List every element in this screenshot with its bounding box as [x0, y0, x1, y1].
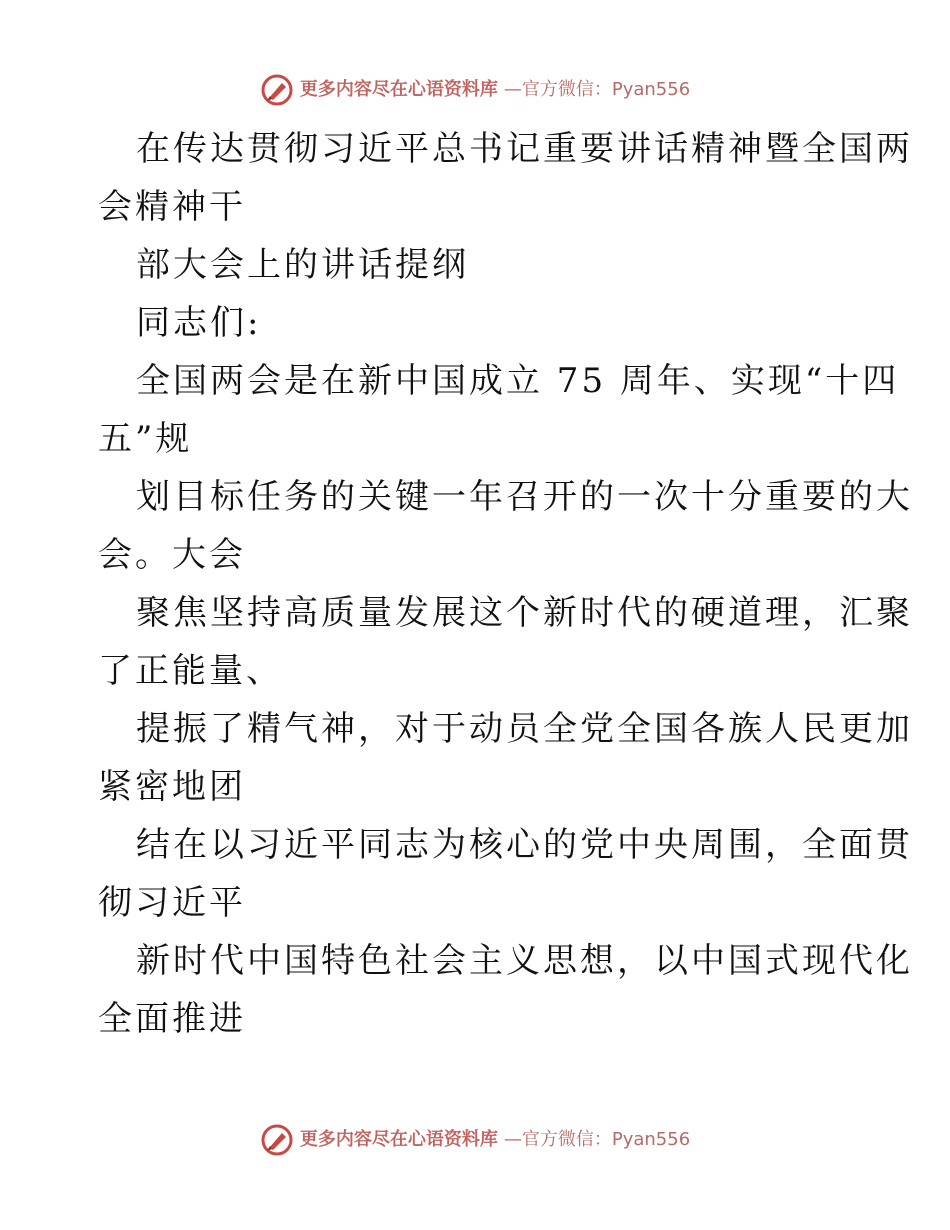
paragraph-line: 紧密地团 — [98, 767, 246, 807]
paragraph — [98, 700, 913, 816]
paragraph-line: 新时代中国特色社会主义思想，以中国式现代化 — [136, 941, 913, 981]
pen-logo-icon — [260, 73, 294, 107]
paragraph-line: 会。大会 — [98, 535, 246, 575]
banner-title: 更多内容尽在心语资料库 — [299, 1129, 498, 1150]
paragraph-line: 同志们: — [136, 303, 262, 343]
paragraph-line: 结在以习近平同志为核心的党中央周围，全面贯 — [136, 825, 913, 865]
paragraph — [98, 236, 858, 294]
footer-banner — [0, 1120, 950, 1160]
paragraph-line: 在传达贯彻习近平总书记重要讲话精神暨全国两 — [136, 129, 913, 169]
banner-wechat: —官方微信：Pyan556 — [503, 79, 691, 100]
paragraph-line: 全国两会是在新中国成立 75 周年、实现“十四 — [136, 361, 900, 401]
paragraph — [98, 584, 913, 700]
paragraph-line: 聚焦坚持高质量发展这个新时代的硬道理，汇聚 — [136, 593, 913, 633]
paragraph-line: 彻习近平 — [98, 883, 246, 923]
paragraph — [98, 468, 913, 584]
paragraph-line: 五”规 — [98, 419, 193, 459]
paragraph-line: 部大会上的讲话提纲 — [136, 245, 469, 285]
paragraph-line: 全面推进 — [98, 999, 246, 1039]
paragraph-line: 了正能量、 — [98, 651, 283, 691]
paragraph — [98, 816, 913, 932]
document-body — [98, 120, 913, 1048]
paragraph — [98, 120, 913, 236]
paragraph — [98, 932, 913, 1048]
paragraph-line: 划目标任务的关键一年召开的一次十分重要的大 — [136, 477, 913, 517]
pen-logo-icon — [260, 1123, 294, 1157]
paragraph — [98, 294, 858, 352]
banner-title: 更多内容尽在心语资料库 — [299, 79, 498, 100]
banner-wechat: —官方微信：Pyan556 — [503, 1129, 691, 1150]
paragraph-line: 提振了精气神，对于动员全党全国各族人民更加 — [136, 709, 913, 749]
paragraph-line: 会精神干 — [98, 187, 246, 227]
paragraph — [98, 352, 900, 468]
header-banner — [0, 70, 950, 110]
